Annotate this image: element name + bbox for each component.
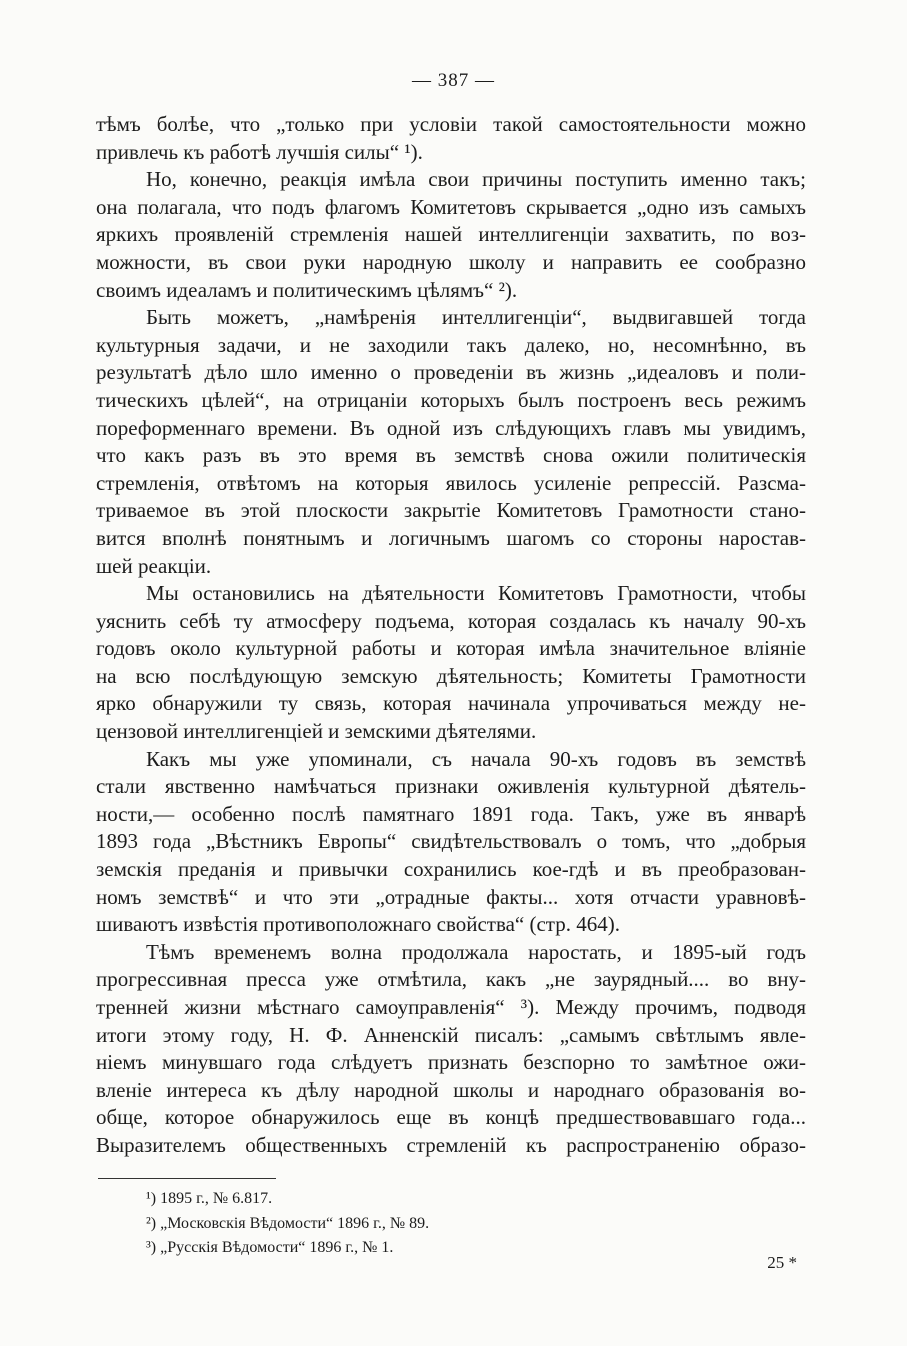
text-line: итоги этому году, Н. Ф. Анненскій писалъ: „самымъ свѣтлымъ явле- (96, 1022, 806, 1047)
footnote: ²) „Московскія Вѣдомости“ 1896 г., № 89. (146, 1214, 430, 1232)
footnote-rule (98, 1178, 276, 1179)
text-line: тренней жизни мѣстнаго самоуправленія“ ³). Между прочимъ, подводя (96, 995, 806, 1019)
text-line: Выразителемъ общественныхъ стремленій къ распространенію образо- (96, 1132, 806, 1157)
text-line: обще, которое обнаружилось еще въ концѣ предшествовавшаго года... (96, 1105, 806, 1130)
text-line: прогрессивная пресса уже отмѣтила, какъ „не заурядный.... во вну- (96, 967, 806, 992)
text-line: что какъ разъ въ это время въ земствѣ снова ожили политическія (96, 443, 806, 468)
body-text (96, 111, 806, 1160)
text-line: результатѣ дѣло шло именно о проведеніи въ жизнь „идеаловъ и поли- (96, 360, 806, 385)
text-line: можности, въ свои руки народную школу и направить ее сообразно (96, 249, 806, 274)
footnote: ³) „Русскія Вѣдомости“ 1896 г., № 1. (146, 1239, 394, 1256)
text-line: привлечь къ работѣ лучшія силы“ ¹). (96, 139, 423, 164)
text-line: шей реакціи. (96, 553, 212, 578)
text-line: пореформеннаго времени. Въ одной изъ слѣдующихъ главъ мы увидимъ, (96, 415, 806, 440)
text-line: цензовой интеллигенціей и земскими дѣятелями. (96, 719, 537, 744)
text-line: номъ земствѣ“ и что эти „отрадные факты... хотя отчасти уравновѣ- (96, 884, 806, 909)
text-line: Но, конечно, реакція имѣла свои причины поступить именно такъ; (146, 167, 806, 192)
text-line: вится вполнѣ понятнымъ и логичнымъ шагомъ со стороны наростав- (96, 525, 806, 550)
text-line: годовъ около культурной работы и которая имѣла значительное вліяніе (96, 636, 806, 661)
text-line: вленіе интереса къ дѣлу народной школы и народнаго образованія во- (96, 1077, 806, 1102)
text-line: ніемъ минувшаго года слѣдуетъ признать безспорно то замѣтное ожи- (96, 1050, 806, 1075)
text-line: она полагала, что подъ флагомъ Комитетовъ скрывается „одно изъ самыхъ (96, 194, 806, 219)
page-number: — 387 — (412, 70, 495, 91)
text-line: триваемое въ этой плоскости закрытіе Комитетовъ Грамотности стано- (96, 498, 806, 523)
text-line: уяснить себѣ ту атмосферу подъема, которая создалась къ началу 90-хъ (96, 608, 806, 633)
text-line: своимъ идеаламъ и политическимъ цѣлямъ“ ²). (96, 277, 518, 302)
text-line: Тѣмъ временемъ волна продолжала наростать, и 1895-ый годъ (146, 939, 806, 964)
text-line: стремленія, отвѣтомъ на которыя явилось усиленіе репрессій. Разсма- (96, 470, 806, 495)
text-line: ности,— особенно послѣ памятнаго 1891 года. Такъ, уже въ январѣ (96, 801, 806, 826)
text-line: тѣмъ болѣе, что „только при условіи такой самостоятельности можно (96, 112, 806, 136)
footnote: ¹) 1895 г., № 6.817. (146, 1190, 273, 1207)
text-line: культурныя задачи, и не заходили такъ далеко, но, несомнѣнно, въ (96, 332, 806, 357)
text-line: 1893 года „Вѣстникъ Европы“ свидѣтельствовалъ о томъ, что „добрыя (96, 829, 806, 854)
text-line: земскія преданія и привычки сохранились кое-гдѣ и въ преобразован- (96, 857, 806, 882)
printer-signature: 25 * (767, 1253, 797, 1272)
text-line: тическихъ цѣлей“, на отрицаніи которыхъ былъ построенъ весь режимъ (96, 387, 806, 412)
text-line: ярко обнаружили ту связь, которая начинала упрочиваться между не- (96, 691, 806, 716)
text-line: Мы остановились на дѣятельности Комитетовъ Грамотности, чтобы (146, 581, 806, 606)
text-line: яркихъ проявленій стремленія нашей интеллигенціи захватить, по воз- (96, 222, 806, 247)
footnotes (146, 1187, 429, 1261)
text-line: Быть можетъ, „намѣренія интеллигенціи“, выдвигавшей тогда (146, 305, 806, 330)
text-line: на всю послѣдующую земскую дѣятельность; Комитеты Грамотности (96, 663, 806, 688)
text-line: стали явственно намѣчаться признаки оживленія культурной дѣятель- (96, 774, 806, 799)
text-line: шиваютъ извѣстія противоположнаго свойства“ (стр. 464). (96, 912, 620, 937)
text-line: Какъ мы уже упоминали, съ начала 90-хъ годовъ въ земствѣ (146, 746, 806, 771)
